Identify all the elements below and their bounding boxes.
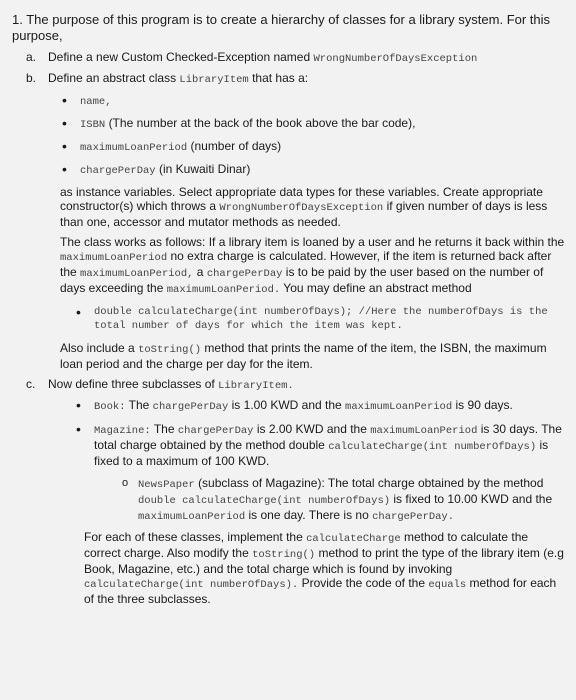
list-item-magazine [76, 422, 566, 468]
field-code: name, [80, 96, 112, 108]
paragraph-text: method to print the type of the library item (e.g Book, Magazine, etc.) and the total charge which is found by invoking [84, 546, 564, 576]
paragraph-code: calculateCharge [306, 533, 401, 545]
item-b-marker: b. [26, 71, 37, 85]
final-paragraph [84, 530, 566, 606]
paragraph-code: chargePerDay. [372, 511, 455, 523]
method-signature: double calculateCharge(int numberOfDays); //Here the numberOfDays is the total number of days for which the item was kept. [94, 306, 548, 332]
bullet-icon: • [62, 115, 67, 131]
paragraph-text: method for each of the three subclasses. [84, 576, 557, 606]
field-list [12, 93, 566, 178]
bullet-icon: • [62, 138, 67, 154]
circle-bullet-icon: o [122, 477, 129, 489]
item-a-text: Define a new Custom Checked-Exception named [48, 50, 311, 64]
item-a-code: WrongNumberOfDaysException [313, 53, 478, 65]
bullet-icon: • [76, 421, 81, 437]
paragraph-code: maximumLoanPeriod. [166, 284, 281, 296]
bullet-icon: • [62, 161, 67, 177]
item-c [26, 377, 566, 393]
paragraph-text: is one day. There is no [248, 508, 369, 522]
paragraph-text: (subclass of Magazine): The total charge obtained by the method [198, 476, 544, 490]
paragraph-text: is 90 days. [455, 398, 513, 412]
subclass-name: NewsPaper [138, 479, 195, 491]
subclass-name: Book: [94, 401, 126, 413]
paragraph-text: if given number of days is less than one, accessor and mutator methods as needed. [60, 199, 548, 229]
bullet-icon: • [76, 304, 81, 320]
paragraph-text: The [128, 398, 150, 412]
item-b-text-2: that has a: [252, 71, 309, 85]
paragraph-text: method to calculate the correct charge. Also modify the [84, 530, 529, 560]
list-item-book [76, 398, 566, 414]
paragraph-text: The class works as follows: If a library item is loaned by a user and he returns it back within the [60, 235, 565, 249]
paragraph-code: maximumLoanPeriod [345, 401, 453, 413]
field-code: chargePerDay [80, 165, 156, 177]
item-c-code: LibraryItem. [218, 380, 294, 392]
paragraph-code: toString() [252, 549, 316, 561]
item-b [26, 71, 566, 87]
list-item [62, 93, 566, 109]
paragraph-text: The [153, 422, 175, 436]
paragraph-code: maximumLoanPeriod, [80, 268, 194, 280]
paragraph-text: You may define an abstract method [283, 281, 472, 295]
paragraph-text: Provide the code of the [301, 576, 426, 590]
item-a [26, 50, 566, 66]
paragraph-text: Also include a [60, 341, 135, 355]
paragraph-code: maximumLoanPeriod [370, 425, 478, 437]
list-item [62, 116, 566, 132]
paragraph-text: a [196, 265, 204, 279]
item-c-text: Now define three subclasses of [48, 377, 215, 391]
paragraph-code: equals [428, 579, 467, 591]
subclass-list [12, 398, 566, 468]
paragraph-text: method that prints the name of the item, the ISBN, the maximum loan period and the charge per day for the item. [60, 341, 547, 371]
paragraph-text: is 30 days. The total charge obtained by the method double [94, 422, 562, 452]
paragraph-text: For each of these classes, implement the [84, 530, 303, 544]
paragraph-code: WrongNumberOfDaysException [219, 202, 384, 214]
subclass-name: Magazine: [94, 425, 151, 437]
paragraph-code: maximumLoanPeriod [138, 511, 246, 523]
paragraph-code: toString() [138, 344, 202, 356]
list-item-newspaper [122, 476, 566, 524]
paragraph-text: no extra charge is calculated. However, if the item is returned back after the [60, 249, 552, 279]
paragraph-code: chargePerDay [206, 268, 283, 280]
field-code: ISBN [80, 119, 106, 131]
paragraph-text: is 1.00 KWD and the [231, 398, 342, 412]
paragraph-text: is to be paid by the user based on the number of days exceeding the [60, 265, 544, 295]
instance-variables-paragraph [60, 185, 566, 229]
field-desc: (number of days) [190, 139, 282, 153]
paragraph-code: double calculateCharge(int numberOfDays) [138, 495, 391, 507]
paragraph-code: calculateCharge(int numberOfDays) [328, 441, 537, 453]
paragraph-text: is fixed to 10.00 KWD and the [393, 492, 553, 506]
paragraph-code: calculateCharge(int numberOfDays). [84, 579, 299, 591]
intro-text: 1. The purpose of this program is to create a hierarchy of classes for a library system. For this purpose, [12, 12, 551, 43]
tostring-paragraph [60, 341, 566, 371]
field-code: maximumLoanPeriod [80, 142, 188, 154]
paragraph-text: is fixed to a maximum of 100 KWD. [94, 438, 549, 468]
paragraph-code: chargePerDay [152, 401, 229, 413]
bullet-icon: • [76, 397, 81, 413]
paragraph-text: as instance variables. Select appropriate data types for these variables. Create appropriate constructor(s) which throws a [60, 185, 543, 213]
method-signature-item [76, 305, 566, 333]
field-desc: (in Kuwaiti Dinar) [158, 162, 251, 176]
list-item [62, 162, 566, 178]
list-item [62, 139, 566, 155]
bullet-icon: • [62, 92, 67, 108]
item-c-marker: c. [26, 377, 36, 391]
paragraph-text: is 2.00 KWD and the [256, 422, 367, 436]
paragraph-code: maximumLoanPeriod [60, 252, 168, 264]
item-a-marker: a. [26, 50, 37, 64]
paragraph-code: chargePerDay [177, 425, 254, 437]
item-b-code: LibraryItem [179, 74, 249, 86]
item-b-text: Define an abstract class [48, 71, 177, 85]
class-behavior-paragraph [60, 235, 566, 297]
field-desc: (The number at the back of the book above the bar code), [108, 116, 416, 130]
